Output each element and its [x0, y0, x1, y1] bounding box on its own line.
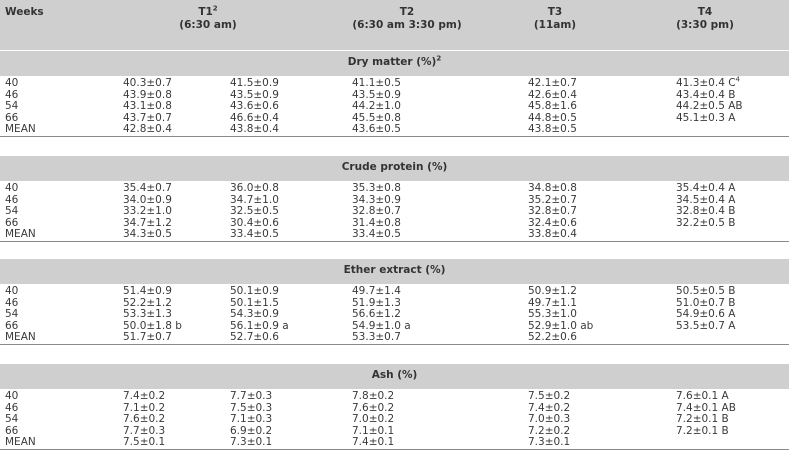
t2-cell: 45.5±0.8	[352, 111, 401, 124]
t2-cell: 35.3±0.8	[352, 182, 401, 194]
t2-cell: 7.4±0.1	[352, 436, 395, 449]
weeks-cell: 54	[5, 205, 19, 218]
t1-cell-b: 7.7±0.3	[230, 390, 273, 402]
header-weeks: Weeks	[5, 6, 44, 18]
section-title-text: Crude protein (%)	[341, 161, 448, 173]
t4-cell: 54.9±0.6 A	[676, 308, 736, 321]
section-title-sup: 2	[436, 54, 442, 63]
t1-cell-b: 6.9±0.2	[230, 424, 273, 437]
t3-cell: 50.9±1.2	[528, 285, 577, 297]
t3-cell: 7.4±0.2	[528, 401, 571, 414]
t4-cell: 41.3±0.4 $C^4$	[676, 75, 741, 89]
header-t4-label: T4	[697, 6, 713, 18]
t1-cell-a: 33.2±1.0	[123, 205, 172, 218]
t1-cell-b: 7.1±0.3	[230, 413, 273, 426]
t2-cell: 7.8±0.2	[352, 390, 395, 402]
t3-cell: 32.8±0.7	[528, 205, 577, 218]
t3-cell: 34.8±0.8	[528, 182, 577, 194]
t1-cell-b: 43.5±0.9	[230, 88, 279, 101]
t1-cell-b: 56.1±0.9 a	[230, 319, 289, 332]
table-row	[0, 331, 789, 344]
t3-cell: 52.9±1.0 ab	[528, 319, 594, 332]
t2-cell: 54.9±1.0 a	[352, 319, 411, 332]
t1-cell-b: 33.4±0.5	[230, 228, 279, 241]
t4-cell: 43.4±0.4 B	[676, 88, 736, 101]
header-t1	[143, 6, 273, 32]
t4-cell: 32.8±0.4 B	[676, 205, 736, 218]
t1-cell-a: 43.7±0.7	[123, 111, 172, 124]
weeks-cell: 54	[5, 308, 19, 321]
t4-cell: 32.2±0.5 B	[676, 216, 736, 229]
weeks-cell: 40	[5, 390, 19, 402]
t1-cell-b: 43.6±0.6	[230, 100, 279, 113]
weeks-cell: 40	[5, 77, 19, 89]
t1-cell-a: 43.9±0.8	[123, 88, 172, 101]
t1-cell-a: 34.0±0.9	[123, 193, 172, 206]
section-divider	[0, 136, 789, 137]
t3-cell: 55.3±1.0	[528, 308, 577, 321]
t4-cell: 53.5±0.7 A	[676, 319, 736, 332]
section-divider	[0, 449, 789, 450]
t3-cell: 7.3±0.1	[528, 436, 571, 449]
t4-cell: 7.2±0.1 B	[676, 413, 729, 426]
t1-cell-b: 36.0±0.8	[230, 182, 279, 194]
weeks-cell: 54	[5, 413, 19, 426]
t1-cell-a: 7.1±0.2	[123, 401, 166, 414]
t1-cell-a: 51.4±0.9	[123, 285, 172, 297]
t3-cell: 42.6±0.4	[528, 88, 577, 101]
t3-cell: 45.8±1.6	[528, 100, 577, 113]
table-header	[0, 0, 789, 50]
t4-cell: 44.2±0.5 AB	[676, 100, 743, 113]
t4-cell: 7.4±0.1 AB	[676, 401, 736, 414]
section-title-text: Dry matter (%)	[347, 56, 437, 68]
weeks-cell: 46	[5, 193, 19, 206]
t1-cell-a: 34.3±0.5	[123, 228, 172, 241]
weeks-cell: 66	[5, 111, 19, 124]
t1-cell-b: 7.5±0.3	[230, 401, 273, 414]
weeks-cell: 40	[5, 182, 19, 194]
t2-cell: 43.6±0.5	[352, 123, 401, 136]
header-t1-sup: 2	[212, 4, 218, 13]
t2-cell: 7.6±0.2	[352, 401, 395, 414]
weeks-cell: 40	[5, 285, 19, 297]
weeks-cell: 46	[5, 88, 19, 101]
t2-cell: 33.4±0.5	[352, 228, 401, 241]
header-t3-time: (11am)	[533, 19, 577, 31]
table-row	[0, 228, 789, 241]
weeks-cell: MEAN	[5, 123, 36, 136]
t4-cell: 7.6±0.1 A	[676, 390, 729, 402]
section-divider	[0, 241, 789, 242]
weeks-cell: 54	[5, 100, 19, 113]
section-title-text: Ether extract (%)	[343, 264, 446, 276]
header-t1-time: (6:30 am)	[179, 19, 237, 31]
t2-cell: 43.5±0.9	[352, 88, 401, 101]
header-t2	[342, 6, 472, 32]
header-t4	[655, 6, 755, 32]
t1-cell-b: 43.8±0.4	[230, 123, 279, 136]
t3-cell: 7.5±0.2	[528, 390, 571, 402]
section-divider	[0, 344, 789, 345]
t2-cell: 53.3±0.7	[352, 331, 401, 344]
t1-cell-a: 7.5±0.1	[123, 436, 166, 449]
t3-cell: 32.4±0.6	[528, 216, 577, 229]
t3-cell: 42.1±0.7	[528, 77, 577, 89]
t4-cell: 50.5±0.5 B	[676, 285, 736, 297]
t1-cell-a: 35.4±0.7	[123, 182, 172, 194]
t3-cell: 7.2±0.2	[528, 424, 571, 437]
t3-cell: 33.8±0.4	[528, 228, 577, 241]
t4-cell: 34.5±0.4 A	[676, 193, 736, 206]
t1-cell-b: 32.5±0.5	[230, 205, 279, 218]
t4-cell: 7.2±0.1 B	[676, 424, 729, 437]
t1-cell-a: 42.8±0.4	[123, 123, 172, 136]
t2-cell: 49.7±1.4	[352, 285, 401, 297]
t1-cell-b: 7.3±0.1	[230, 436, 273, 449]
weeks-cell: MEAN	[5, 228, 36, 241]
t2-cell: 31.4±0.8	[352, 216, 401, 229]
t2-cell: 41.1±0.5	[352, 77, 401, 89]
weeks-cell: 66	[5, 424, 19, 437]
t3-cell: 44.8±0.5	[528, 111, 577, 124]
header-t2-label: T2	[399, 6, 415, 18]
weeks-cell: 66	[5, 216, 19, 229]
t3-cell: 52.2±0.6	[528, 331, 577, 344]
t1-cell-b: 52.7±0.6	[230, 331, 279, 344]
t2-cell: 51.9±1.3	[352, 296, 401, 309]
t2-cell: 32.8±0.7	[352, 205, 401, 218]
t1-cell-b: 50.1±1.5	[230, 296, 279, 309]
t3-cell: 35.2±0.7	[528, 193, 577, 206]
weeks-cell: 46	[5, 401, 19, 414]
t1-cell-a: 53.3±1.3	[123, 308, 172, 321]
t4-cell: 35.4±0.4 A	[676, 182, 736, 194]
t1-cell-b: 46.6±0.4	[230, 111, 279, 124]
t3-cell: 7.0±0.3	[528, 413, 571, 426]
t1-cell-b: 41.5±0.9	[230, 77, 279, 89]
header-t3	[505, 6, 605, 32]
t2-cell: 7.0±0.2	[352, 413, 395, 426]
footnote-sup: 4	[735, 75, 741, 84]
t1-cell-a: 50.0±1.8 b	[123, 319, 182, 332]
t4-cell: 51.0±0.7 B	[676, 296, 736, 309]
weeks-cell: MEAN	[5, 331, 36, 344]
section-title	[0, 155, 789, 180]
t2-cell: 7.1±0.1	[352, 424, 395, 437]
t1-cell-a: 7.6±0.2	[123, 413, 166, 426]
t1-cell-b: 34.7±1.0	[230, 193, 279, 206]
weeks-cell: 46	[5, 296, 19, 309]
t1-cell-a: 7.7±0.3	[123, 424, 166, 437]
t1-cell-a: 7.4±0.2	[123, 390, 166, 402]
t1-cell-a: 40.3±0.7	[123, 77, 172, 89]
t2-cell: 44.2±1.0	[352, 100, 401, 113]
table-row	[0, 436, 789, 449]
t1-cell-a: 34.7±1.2	[123, 216, 172, 229]
weeks-cell: 66	[5, 319, 19, 332]
t1-cell-a: 43.1±0.8	[123, 100, 172, 113]
section-title	[0, 363, 789, 388]
t2-cell: 56.6±1.2	[352, 308, 401, 321]
header-t2-time: (6:30 am 3:30 pm)	[352, 19, 462, 31]
header-t3-label: T3	[547, 6, 563, 18]
t4-cell: 45.1±0.3 A	[676, 111, 736, 124]
t2-cell: 34.3±0.9	[352, 193, 401, 206]
t1-cell-b: 30.4±0.6	[230, 216, 279, 229]
t1-cell-b: 50.1±0.9	[230, 285, 279, 297]
t1-cell-a: 51.7±0.7	[123, 331, 172, 344]
section-title	[0, 50, 789, 75]
weeks-cell: MEAN	[5, 436, 36, 449]
header-t4-time: (3:30 pm)	[676, 19, 734, 31]
t1-cell-a: 52.2±1.2	[123, 296, 172, 309]
table-row	[0, 123, 789, 136]
section-title-text: Ash (%)	[371, 369, 418, 381]
t1-cell-b: 54.3±0.9	[230, 308, 279, 321]
t3-cell: 49.7±1.1	[528, 296, 577, 309]
t3-cell: 43.8±0.5	[528, 123, 577, 136]
header-t1-label: T1	[198, 6, 213, 18]
section-title	[0, 258, 789, 283]
